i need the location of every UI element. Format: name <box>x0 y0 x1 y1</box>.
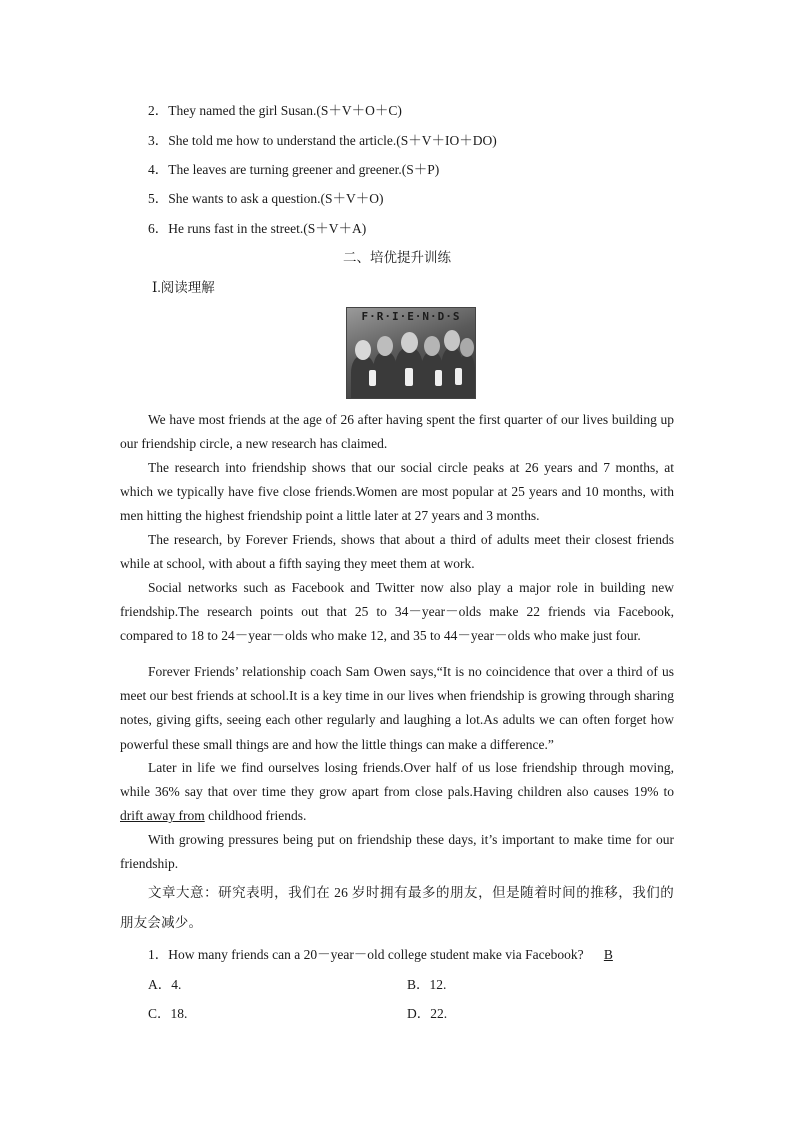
passage-paragraph: Later in life we find ourselves losing friends.Over half of us lose friendship through moving, while 36% say that over time they grow apart from close pals.Having children also causes 19% to drift away from childhood friends. <box>120 760 674 824</box>
friends-photo <box>346 307 476 399</box>
option-c: C．18. <box>148 1006 188 1021</box>
option-d: D．22. <box>407 1006 448 1021</box>
subsection-title: Ⅰ.阅读理解 <box>152 280 215 295</box>
example-sentence: 5．She wants to ask a question.(S＋V＋O) <box>148 191 384 206</box>
option-b: B．12. <box>407 977 447 992</box>
example-sentence: 2．They named the girl Susan.(S＋V＋O＋C) <box>148 103 402 118</box>
section-title: 二、培优提升训练 <box>343 250 451 265</box>
example-sentence: 3．She told me how to understand the article.(S＋V＋IO＋DO) <box>148 133 497 148</box>
passage-summary: 文章大意：研究表明，我们在 26 岁时拥有最多的朋友，但是随着时间的推移，我们的朋友会减少。 <box>120 885 674 930</box>
passage-paragraph: The research, by Forever Friends, shows that about a third of adults meet their closest friends while at school, with about a fifth saying they meet them at work. <box>120 532 674 572</box>
passage-paragraph: We have most friends at the age of 26 after having spent the first quarter of our lives building up our friendship circle, a new research has claimed. <box>120 412 674 452</box>
passage-paragraph: Forever Friends’ relationship coach Sam Owen says,“It is no coincidence that over a third of us meet our best friends at school.It is a key time in our lives when friendship is growing through sharing notes, giving gifts, seeing each other regularly and laughing a lot.As adults we can often forget how powerful these small things are and how the little things can make a difference.” <box>120 664 674 752</box>
passage-paragraph: With growing pressures being put on friendship these days, it’s important to make time for our friendship. <box>120 832 674 872</box>
option-a: A．4. <box>148 977 182 992</box>
question-stem: 1．How many friends can a 20－year－old college student make via Facebook? B <box>148 943 626 963</box>
answer-blank: B <box>603 947 613 962</box>
example-sentence: 4．The leaves are turning greener and greener.(S＋P) <box>148 162 440 177</box>
example-sentence: 6．He runs fast in the street.(S＋V＋A) <box>148 221 367 236</box>
passage-paragraph: Social networks such as Facebook and Twitter now also play a major role in building new friendship.The research points out that 25 to 34－year－olds make 22 friends via Facebook, compared to 18 to 24－year－olds who make 12, and 35 to 44－year－olds who make just four. <box>120 580 674 644</box>
passage-paragraph: The research into friendship shows that our social circle peaks at 26 years and 7 months, at which we typically have five close friends.Women are most popular at 25 years and 10 months, with men hitting the highest friendship point a little later at 27 years and 3 months. <box>120 460 674 524</box>
friends-logo: F·R·I·E·N·D·S <box>361 310 461 323</box>
underlined-phrase: drift away from <box>120 808 205 824</box>
